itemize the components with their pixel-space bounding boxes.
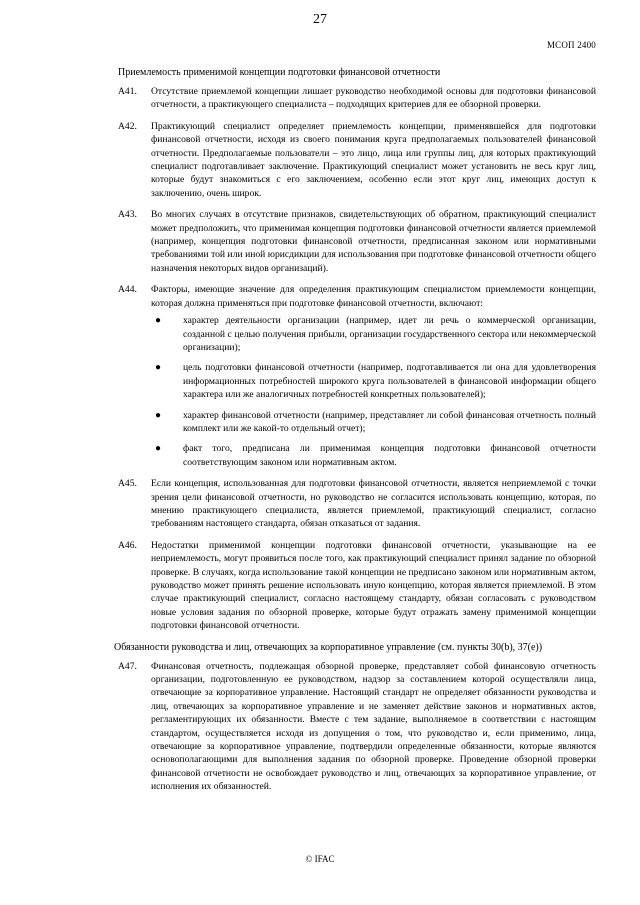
standard-code: МСОП 2400 xyxy=(546,40,596,50)
paragraph-a47 xyxy=(118,660,596,794)
copyright-footer: © IFAC xyxy=(305,854,335,864)
list-item-text: характер деятельности организации (например, идет ли речь о коммерческой организации, созданной с целью получения прибыли, организации государственного сектора или некоммерческой организации); xyxy=(183,315,596,353)
paragraph-a45 xyxy=(118,477,596,531)
paragraph-number: A44. xyxy=(118,284,137,296)
page-content xyxy=(114,66,596,802)
paragraph-number: A45. xyxy=(118,478,137,490)
paragraph-number: A43. xyxy=(118,209,137,221)
paragraph-text: Практикующий специалист определяет приемлемость концепции, применявшейся для подготовки финансовой отчетности, исходя из своего понимания круга предполагаемых пользователей финансовой отчетности. Предполагаемые пользователи – это лицо, лица или группы лиц, для которых практикующий специалист подготавливает заключение. Практикующий специалист может установить не весь круг лиц, которые будут знакомиться с его заключением, особенно если этот круг лиц, имеющих доступ к заключению, очень широк. xyxy=(151,120,596,199)
list-item-text: факт того, предписана ли применимая концепция подготовки финансовой отчетности соответствующим законом или нормативным актом. xyxy=(183,443,596,468)
section-title-acceptability: Приемлемость применимой концепции подготовки финансовой отчетности xyxy=(118,67,441,78)
page-number: 27 xyxy=(313,12,327,27)
paragraph-text: Недостатки применимой концепции подготовки финансовой отчетности, указывающие на ее неприемлемость, могут проявиться после того, как практикующий специалист принял задание по обзорной проверке. В случаях, когда использование такой концепции не предписано законом или нормативным актом, руководство может принять решение использовать иную концепцию, которая является приемлемой. В этом случае практикующий специалист, согласно настоящему стандарту, обязан согласовать с руководством новые условия задания по обзорной проверке, которые будут отражать замену применимой концепции подготовки финансовой отчетности. xyxy=(151,539,596,632)
factors-list xyxy=(151,314,596,469)
paragraph-a46 xyxy=(118,539,596,633)
paragraph-number: A42. xyxy=(118,120,137,132)
paragraph-number: A46. xyxy=(118,539,137,551)
list-item-text: цель подготовки финансовой отчетности (например, подготавливается ли она для удовлетворения информационных потребностей широкого круга пользователей в финансовой информации общего характера или же аналогичных потребностей конкретных пользователей); xyxy=(183,362,596,401)
bullet-icon: ● xyxy=(155,409,162,421)
list-item xyxy=(151,361,596,401)
paragraph-text: Факторы, имеющие значение для определения практикующим специалистом приемлемости концепции, которая должна применяться при подготовке финансовой отчетности, включают: xyxy=(151,284,596,309)
paragraph-text: Отсутствие приемлемой концепции лишает руководство необходимой основы для подготовки финансовой отчетности, а практикующего специалиста – подходящих критериев для ее обзорной проверки. xyxy=(151,86,596,111)
paragraph-a41 xyxy=(118,85,596,112)
paragraph-text: Финансовая отчетность, подлежащая обзорной проверке, представляет собой финансовую отчетность организации, подготовленную ее руководством, надзор за составлением которой осуществляли лица, отвечающие за корпоративное управление. Настоящий стандарт не определяет обязанности руководства и лиц, отвечающих за корпоративное управление и не заменяет действие законов и нормативных актов, регламентирующих их обязанности. Вместе с тем задание, выполняемое в соответствии с настоящим стандартом, осуществляется исходя из допущения о том, что руководство и, если применимо, лица, отвечающие за корпоративное управление, подтвердили определенные обязанности, которые являются основополагающими для выполнения задания по обзорной проверке. Проведение обзорной проверки финансовой отчетности не освобождает руководство и лиц, отвечающих за корпоративное управление, от исполнения их обязанностей. xyxy=(151,660,596,793)
paragraph-a44 xyxy=(118,283,596,469)
bullet-icon: ● xyxy=(155,443,162,455)
list-item xyxy=(151,314,596,354)
paragraph-text: Если концепция, использованная для подготовки финансовой отчетности, является неприемлемой с точки зрения цели финансовой отчетности, но руководство не согласится использовать концепцию, которая, по мнению практикующего специалиста, является приемлемой, практикующий специалист, согласно требованиям настоящего стандарта, обязан отказаться от задания. xyxy=(151,478,596,530)
paragraph-number: A47. xyxy=(118,660,137,672)
paragraph-number: A41. xyxy=(118,86,137,97)
bullet-icon: ● xyxy=(155,315,162,327)
bullet-icon: ● xyxy=(155,362,162,374)
list-item-text: характер финансовой отчетности (например, представляет ли собой финансовая отчетность полный комплект или же какой-то отдельный отчет); xyxy=(183,409,596,434)
list-item xyxy=(151,442,596,469)
section-title-responsibilities: Обязанности руководства и лиц, отвечающих за корпоративное управление (см. пункты 30(b), 37(e)) xyxy=(114,641,543,653)
paragraph-a43 xyxy=(118,208,596,275)
list-item xyxy=(151,409,596,436)
paragraph-a42 xyxy=(118,120,596,200)
paragraph-text: Во многих случаях в отсутствие признаков, свидетельствующих об обратном, практикующий специалист может предположить, что применимая концепция подготовки финансовой отчетности является приемлемой (например, концепция подготовки финансовой отчетности, предписанная законом или нормативными требованиями той или иной юрисдикции для использования при подготовке финансовой отчетности общего назначения некоторых видов организаций). xyxy=(151,209,596,274)
